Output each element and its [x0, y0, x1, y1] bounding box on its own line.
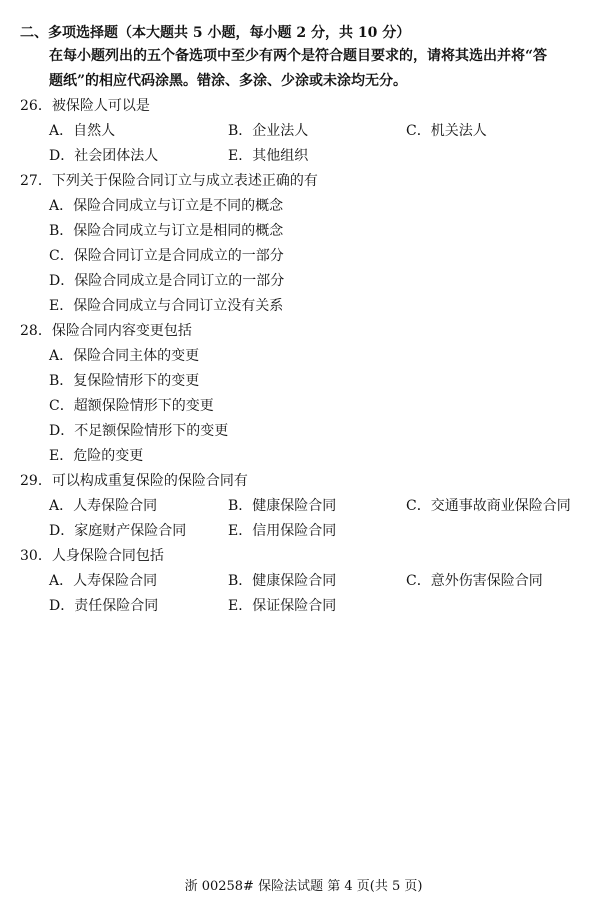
question-27-option-c: C．保险合同订立是合同成立的一部分 — [49, 248, 284, 264]
question-26-option-c: C．机关法人 — [406, 123, 487, 139]
question-29-option-b: B．健康保险合同 — [228, 498, 337, 514]
question-30-stem: 30．人身保险合同包括 — [20, 548, 164, 564]
question-29-option-a: A．人寿保险合同 — [49, 498, 158, 514]
question-28-option-a: A．保险合同主体的变更 — [49, 348, 200, 364]
question-29-stem: 29．可以构成重复保险的保险合同有 — [20, 473, 248, 489]
question-26-stem: 26．被保险人可以是 — [20, 98, 150, 114]
question-28-option-b: B．复保险情形下的变更 — [49, 373, 200, 389]
question-30-option-c: C．意外伤害保险合同 — [406, 573, 543, 589]
question-27-option-d: D．保险合同成立是合同订立的一部分 — [49, 273, 285, 289]
question-29-option-d: D．家庭财产保险合同 — [49, 523, 187, 539]
question-29-option-c: C．交通事故商业保险合同 — [406, 498, 571, 514]
question-30-option-b: B．健康保险合同 — [228, 573, 337, 589]
section-title: 二、多项选择题 — [20, 25, 118, 41]
question-28-option-d: D．不足额保险情形下的变更 — [49, 423, 229, 439]
question-26-option-e: E．其他组织 — [228, 148, 309, 164]
question-28-option-e: E．危险的变更 — [49, 448, 144, 464]
question-28-stem: 28．保险合同内容变更包括 — [20, 323, 192, 339]
question-30-option-d: D．责任保险合同 — [49, 598, 159, 614]
question-29-option-e: E．信用保险合同 — [228, 523, 337, 539]
question-26-option-d: D．社会团体法人 — [49, 148, 159, 164]
question-27-option-e: E．保险合同成立与合同订立没有关系 — [49, 298, 284, 314]
instruction-line-1: 在每小题列出的五个备选项中至少有两个是符合题目要求的，请将其选出并将“答 — [49, 48, 548, 64]
question-27-option-b: B．保险合同成立与订立是相同的概念 — [49, 223, 284, 239]
page-footer: 浙 00258# 保险法试题 第 4 页(共 5 页) — [184, 879, 423, 894]
instruction-line-2: 题纸”的相应代码涂黑。错涂、多涂、少涂或未涂均无分。 — [49, 73, 408, 89]
question-26-option-a: A．自然人 — [49, 123, 116, 139]
question-27-option-a: A．保险合同成立与订立是不同的概念 — [49, 198, 284, 214]
section-title-note: （本大题共 5 小题，每小题 2 分，共 10 分） — [118, 25, 411, 41]
section-header — [20, 24, 410, 42]
question-27-stem: 27．下列关于保险合同订立与成立表述正确的有 — [20, 173, 318, 189]
question-30-option-a: A．人寿保险合同 — [49, 573, 158, 589]
question-28-option-c: C．超额保险情形下的变更 — [49, 398, 214, 414]
question-30-option-e: E．保证保险合同 — [228, 598, 337, 614]
question-26-option-b: B．企业法人 — [228, 123, 309, 139]
